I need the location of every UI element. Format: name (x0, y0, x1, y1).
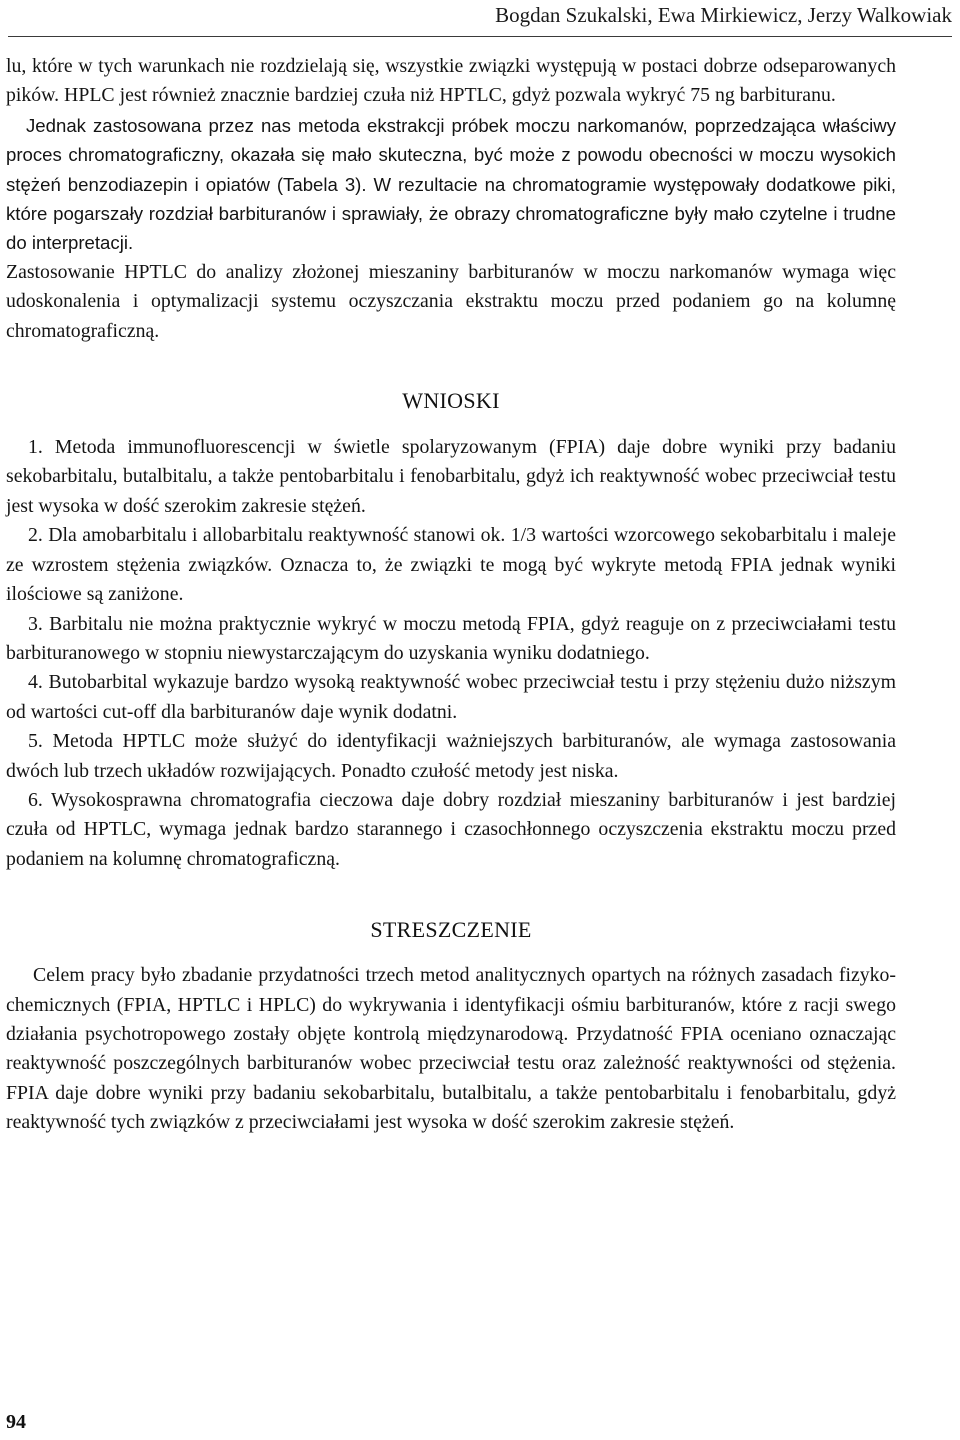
paragraph-hptlc-optimization: Zastosowanie HPTLC do analizy złożonej mieszaniny barbituranów w moczu narkomanów wymaga więc udoskonalenia i optymalizacji systemu oczyszczania ekstraktu moczu przed podaniem go na kolumnę chromatograficzną. (6, 260, 896, 342)
conclusion-item-3: 3. Barbitalu nie można praktycznie wykryć w moczu metodą FPIA, gdyż reaguje on z przeciwciałami testu barbituranowego w stopniu niewystarczającym do uzyskania wyniku dodatniego. (6, 612, 896, 664)
page-number: 94 (6, 1411, 26, 1433)
summary-paragraph: Celem pracy było zbadanie przydatności trzech metod analitycznych opartych na różnych zasadach fizyko-chemicznych (FPIA, HPTLC i HPLC) do wykrywania i identyfikacji ośmiu barbituranów, które z racji swego działania psychotropowego zostały objęte kontrolą międzynarodową. Przydatność FPIA oceniano oznaczając reaktywność poszczególnych barbituranów wobec przeciwciał testu oraz zależność reaktywności od stężenia. FPIA daje dobre wyniki przy badaniu sekobarbitalu, butalbitalu, a także pentobarbitalu i fenobarbitalu, gdyż reaktywność tych związków z przeciwciałami jest wysoka w dość szerokim zakresie stężeń. (6, 964, 896, 1134)
heading-conclusions: WNIOSKI (402, 388, 500, 414)
paragraph-continuation: lu, które w tych warunkach nie rozdzielają się, wszystkie związki występują w postaci dobrze odseparowanych pików. HPLC jest również znacznie bardziej czuła niż HPTLC, gdyż pozwala wykryć 75 ng barbituranu. (6, 55, 896, 107)
conclusion-item-6: 6. Wysokosprawna chromatografia cieczowa daje dobry rozdział mieszaniny barbituranów i jest bardziej czuła od HPTLC, wymaga jednak bardzo starannego i czasochłonnego oczyszczenia ekstraktu moczu przed podaniem na kolumnę chromatograficzną. (6, 788, 896, 870)
article-body (6, 52, 896, 1138)
conclusion-item-4: 4. Butobarbital wykazuje bardzo wysoką reaktywność wobec przeciwciał testu i przy stężeniu dużo niższym od wartości cut-off dla barbituranów daje wynik dodatni. (6, 671, 896, 723)
header-rule (8, 36, 952, 37)
running-head-authors: Bogdan Szukalski, Ewa Mirkiewicz, Jerzy Walkowiak (495, 3, 952, 27)
conclusion-item-1: 1. Metoda immunofluorescencji w świetle spolaryzowanym (FPIA) daje dobre wyniki przy badaniu sekobarbitalu, butalbitalu, a także pentobarbitalu i fenobarbitalu, gdyż ich reaktywność wobec przeciwciał testu jest wysoka w dość szerokim zakresie stężeń. (6, 436, 896, 517)
heading-summary: STRESZCZENIE (370, 917, 532, 943)
conclusions-list (6, 433, 896, 874)
paragraph-extraction-method: Jednak zastosowana przez nas metoda ekstrakcji próbek moczu narkomanów, poprzedzająca właściwy proces chromatograficzny, okazała się mało skuteczna, być może z powodu obecności w moczu wysokich stężeń benzodiazepin i opiatów (Tabela 3). W rezultacie na chromatogramie występowały dodatkowe piki, które pogarszały rozdział barbituranów i sprawiały, że obrazy chromatograficzne były mało czytelne i trudne do interpretacji. (6, 114, 896, 254)
conclusion-item-5: 5. Metoda HPTLC może służyć do identyfikacji ważniejszych barbituranów, ale wymaga zastosowania dwóch lub trzech układów rozwijających. Ponadto czułość metody jest niska. (6, 730, 896, 782)
conclusion-item-2: 2. Dla amobarbitalu i allobarbitalu reaktywność stanowi ok. 1/3 wartości wzorcowego sekobarbitalu i maleje ze wzrostem stężenia związków. Oznacza to, że związki te mogą być wykryte metodą FPIA jednak wyniki ilościowe są zaniżone. (6, 524, 896, 606)
